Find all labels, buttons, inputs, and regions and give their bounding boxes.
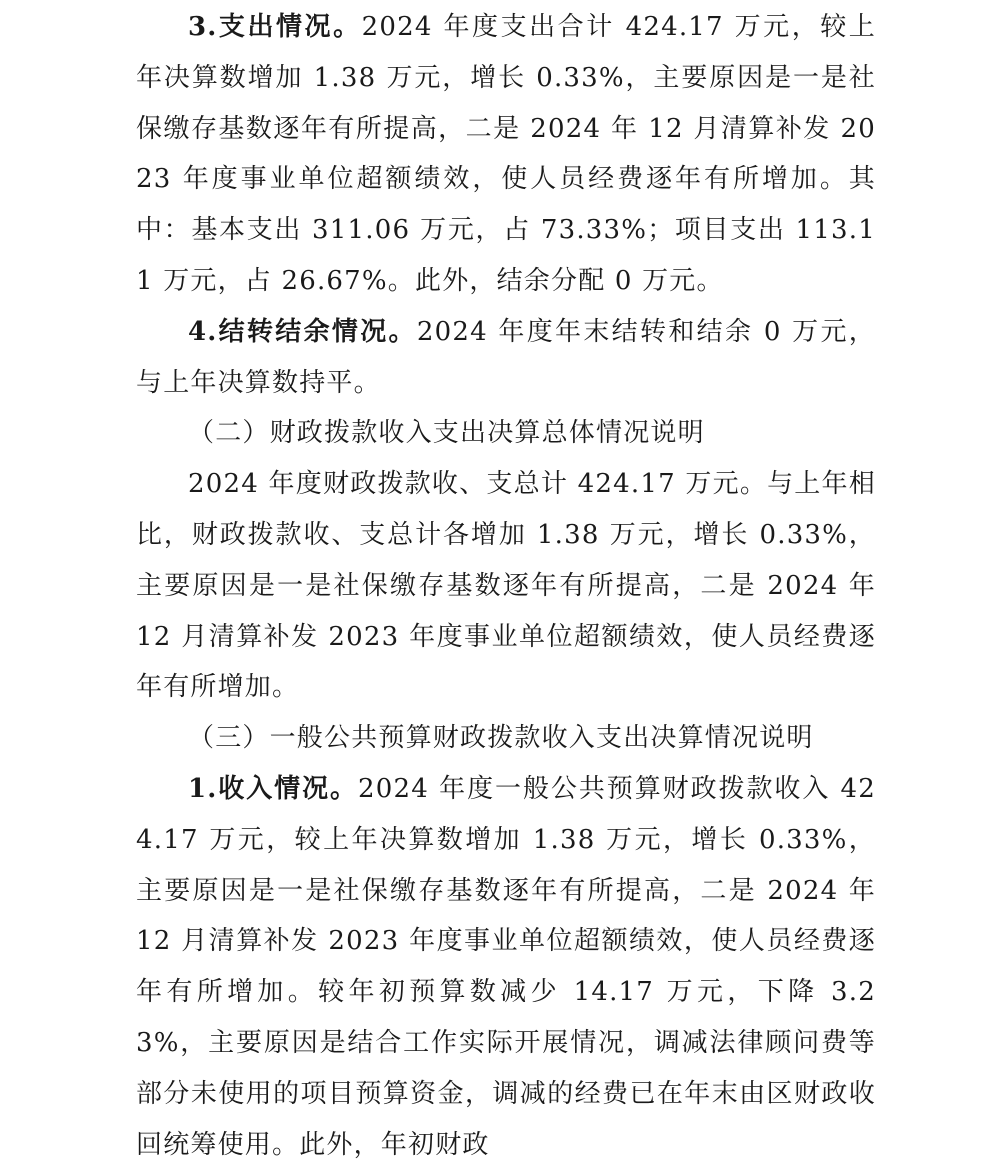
paragraph-text: 2024 年度财政拨款收、支总计 424.17 万元。与上年相比，财政拨款收、支总计各增加 1.38 万元，增长 0.33%，主要原因是一是社保缴存基数逐年有所提高，二是 2024 年 12 月清算补发 2023 年度事业单位超额绩效，使人员经费逐年有所增加。 (136, 469, 876, 703)
paragraph-lead: 3.支出情况。 (188, 12, 362, 42)
paragraph-text: 2024 年度一般公共预算财政拨款收入 424.17 万元，较上年决算数增加 1.38 万元，增长 0.33%，主要原因是一是社保缴存基数逐年有所提高，二是 2024 年 12 月清算补发 2023 年度事业单位超额绩效，使人员经费逐年有所增加。较年初预算数减少 14.17 万元，下降 3.23%，主要原因是结合工作实际开展情况，调减法律顾问费等部分未使用的项目预算资金，调减的经费已在年末由区财政收回统筹使用。此外，年初财政 (136, 773, 876, 1160)
section-heading-text: （三）一般公共预算财政拨款收入支出决算情况说明 (188, 723, 814, 754)
paragraph-expenditure (136, 2, 876, 307)
section-heading-text: （二）财政拨款收入支出决算总体情况说明 (188, 418, 705, 449)
paragraph-income (136, 764, 876, 1170)
paragraph-text: 2024 年度年末结转和结余 0 万元，与上年决算数持平。 (136, 316, 876, 398)
document-page (136, 0, 876, 1170)
paragraph-lead: 1.收入情况。 (188, 773, 358, 804)
paragraph-lead: 4.结转结余情况。 (188, 316, 417, 347)
paragraph-text: 2024 年度支出合计 424.17 万元，较上年决算数增加 1.38 万元，增长 0.33%，主要原因是一是社保缴存基数逐年有所提高，二是 2024 年 12 月清算补发 2023 年度事业单位超额绩效，使人员经费逐年有所增加。其中：基本支出 311.06 万元，占 73.33%；项目支出 113.11 万元，占 26.67%。此外，结余分配 0 万元。 (136, 12, 876, 296)
section-heading-2 (136, 408, 876, 459)
paragraph-carryover (136, 307, 876, 409)
section-heading-3 (136, 713, 876, 764)
paragraph-fiscal-overall (136, 459, 876, 713)
